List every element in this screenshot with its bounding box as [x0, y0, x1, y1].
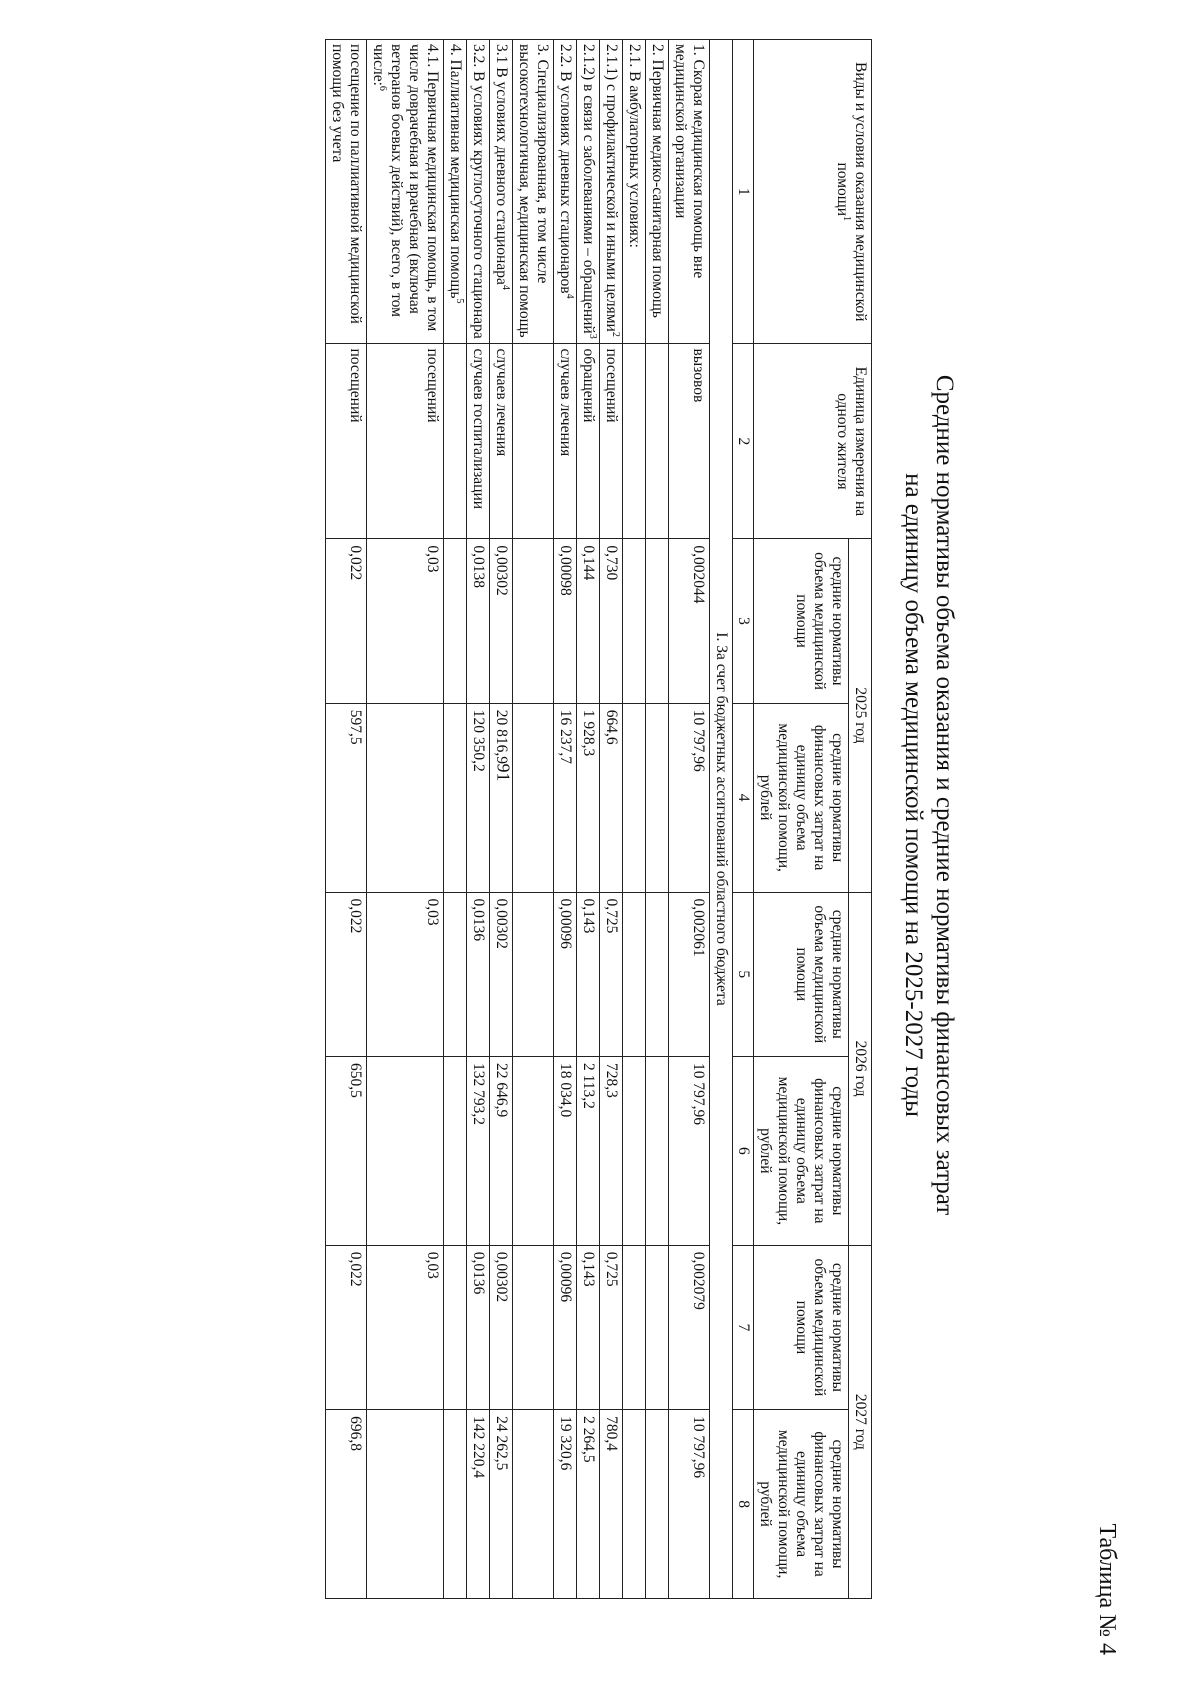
- row-name: 3.1 В условиях дневного стационара$^4$: [490, 40, 513, 344]
- header-vol-2025: средние нормативы объема медицинской помощи: [754, 539, 849, 703]
- table-row: [326, 40, 367, 1599]
- vol-2027: [513, 1245, 554, 1409]
- row-unit: [444, 344, 467, 539]
- fin-2026: [513, 1056, 554, 1245]
- vol-2026: [513, 892, 554, 1056]
- vol-2026: 0,0136: [467, 892, 490, 1056]
- fin-2026: [623, 1056, 646, 1245]
- section-row: [710, 40, 733, 1599]
- row-name: 2.1. В амбулаторных условиях:: [623, 40, 646, 344]
- fin-2026: [367, 1056, 444, 1245]
- row-unit: посещений: [600, 344, 623, 539]
- table-row: [646, 40, 669, 1599]
- row-name: 4.1. Первичная медицинская помощь, в том числе доврачебная и врачебная (включая ветеранов боевых действий), всего, в том числе:$^6$: [367, 40, 444, 344]
- fin-2027: [623, 1410, 646, 1599]
- row-name: 1. Скорая медицинская помощь вне медицинской организации: [669, 40, 710, 344]
- row-name: 2.1.2) в связи с заболеваниями – обращений$^3$: [577, 40, 600, 344]
- row-name: посещение по паллиативной медицинской помощи без учета: [326, 40, 367, 344]
- fin-2025: [367, 703, 444, 892]
- fin-2025: [444, 703, 467, 892]
- col-number: 8: [733, 1410, 754, 1599]
- page-number: 91: [493, 763, 514, 782]
- row-unit: посещений: [326, 344, 367, 539]
- vol-2025: 0,144: [577, 539, 600, 703]
- fin-2026: 2 113,2: [577, 1056, 600, 1245]
- norms-table: [325, 39, 872, 1599]
- header-fin-2025: средние нормативы финансовых затрат на единицу объема медицинской помощи, рублей: [754, 703, 849, 892]
- title-line-2: на единицу объема медицинской помощи на 2025-2027 годы: [900, 473, 927, 1117]
- header-vol-2026: средние нормативы объема медицинской помощи: [754, 892, 849, 1056]
- vol-2026: 0,725: [600, 892, 623, 1056]
- vol-2026: 0,00096: [554, 892, 577, 1056]
- vol-2026: [623, 892, 646, 1056]
- vol-2025: 0,022: [326, 539, 367, 703]
- row-unit: [646, 344, 669, 539]
- vol-2025: [513, 539, 554, 703]
- fin-2026: 10 797,96: [669, 1056, 710, 1245]
- fin-2025: [646, 703, 669, 892]
- header-unit: Единица измерения на одного жителя: [754, 344, 872, 539]
- vol-2027: 0,03: [367, 1245, 444, 1409]
- vol-2027: 0,00302: [490, 1245, 513, 1409]
- vol-2027: 0,00096: [554, 1245, 577, 1409]
- section-title: I. За счет бюджетных ассигнований областного бюджета: [710, 40, 733, 1599]
- fin-2027: [367, 1410, 444, 1599]
- row-name: 4. Паллиативная медицинская помощь$^5$: [444, 40, 467, 344]
- vol-2025: 0,730: [600, 539, 623, 703]
- col-number: 3: [733, 539, 754, 703]
- fin-2025: [623, 703, 646, 892]
- table-label: Таблица № 4: [1094, 1523, 1120, 1655]
- rotated-page: [0, 15, 1160, 1695]
- vol-2025: 0,0138: [467, 539, 490, 703]
- fin-2025: 10 797,96: [669, 703, 710, 892]
- col-number: 1: [733, 40, 754, 344]
- row-unit: вызовов: [669, 344, 710, 539]
- vol-2027: [444, 1245, 467, 1409]
- vol-2026: 0,00302: [490, 892, 513, 1056]
- vol-2026: 0,002061: [669, 892, 710, 1056]
- row-name: 3.2. В условиях круглосуточного стационара: [467, 40, 490, 344]
- vol-2026: 0,022: [326, 892, 367, 1056]
- row-unit: [513, 344, 554, 539]
- vol-2026: [444, 892, 467, 1056]
- fin-2026: 132 793,2: [467, 1056, 490, 1245]
- col-number: 4: [733, 703, 754, 892]
- vol-2025: 0,00302: [490, 539, 513, 703]
- row-unit: случаев лечения: [490, 344, 513, 539]
- fin-2027: [444, 1410, 467, 1599]
- fin-2025: 597,5: [326, 703, 367, 892]
- fin-2027: 19 320,6: [554, 1410, 577, 1599]
- row-name: 3. Специализированная, в том числе высокотехнологичная, медицинская помощь: [513, 40, 554, 344]
- table-row: [367, 40, 444, 1599]
- vol-2027: 0,022: [326, 1245, 367, 1409]
- table-row: [444, 40, 467, 1599]
- document-title: [898, 15, 960, 1575]
- row-unit: случаев лечения: [554, 344, 577, 539]
- col-number: 7: [733, 1245, 754, 1409]
- vol-2025: 0,03: [367, 539, 444, 703]
- fin-2026: [646, 1056, 669, 1245]
- header-fin-2027: средние нормативы финансовых затрат на единицу объема медицинской помощи, рублей: [754, 1410, 849, 1599]
- fin-2026: 728,3: [600, 1056, 623, 1245]
- vol-2025: 0,00098: [554, 539, 577, 703]
- row-unit: обращений: [577, 344, 600, 539]
- vol-2025: [623, 539, 646, 703]
- fin-2025: [513, 703, 554, 892]
- header-vol-2027: средние нормативы объема медицинской помощи: [754, 1245, 849, 1409]
- fin-2025: 20 816,9: [490, 703, 513, 892]
- column-number-row: [733, 40, 754, 1599]
- row-unit: посещений: [367, 344, 444, 539]
- vol-2027: 0,0136: [467, 1245, 490, 1409]
- vol-2027: 0,143: [577, 1245, 600, 1409]
- table-row: [669, 40, 710, 1599]
- table-row: [600, 40, 623, 1599]
- row-name: 2.1.1) с профилактической и иными целями$^2$: [600, 40, 623, 344]
- row-unit: случаев госпитализации: [467, 344, 490, 539]
- header-type: Виды и условия оказания медицинской помощи$^1$: [754, 40, 872, 344]
- table-row: [623, 40, 646, 1599]
- fin-2027: 10 797,96: [669, 1410, 710, 1599]
- row-name: 2.2. В условиях дневных стационаров$^4$: [554, 40, 577, 344]
- fin-2027: [513, 1410, 554, 1599]
- table-row: [513, 40, 554, 1599]
- table-row: [490, 40, 513, 1599]
- col-number: 2: [733, 344, 754, 539]
- table-row: [577, 40, 600, 1599]
- fin-2026: 22 646,9: [490, 1056, 513, 1245]
- vol-2026: [646, 892, 669, 1056]
- fin-2026: 650,5: [326, 1056, 367, 1245]
- vol-2027: 0,002079: [669, 1245, 710, 1409]
- row-name: 2. Первичная медико-санитарная помощь: [646, 40, 669, 344]
- header-year-2026: 2026 год: [849, 892, 872, 1245]
- col-number: 6: [733, 1056, 754, 1245]
- fin-2027: 24 262,5: [490, 1410, 513, 1599]
- fin-2027: 142 220,4: [467, 1410, 490, 1599]
- header-fin-2026: средние нормативы финансовых затрат на единицу объема медицинской помощи, рублей: [754, 1056, 849, 1245]
- fin-2027: [646, 1410, 669, 1599]
- vol-2027: 0,725: [600, 1245, 623, 1409]
- header-year-2025: 2025 год: [849, 539, 872, 892]
- fin-2027: 2 264,5: [577, 1410, 600, 1599]
- table-row: [554, 40, 577, 1599]
- vol-2025: [444, 539, 467, 703]
- table-row: [467, 40, 490, 1599]
- fin-2026: 18 034,0: [554, 1056, 577, 1245]
- vol-2027: [646, 1245, 669, 1409]
- vol-2025: 0,002044: [669, 539, 710, 703]
- col-number: 5: [733, 892, 754, 1056]
- fin-2027: 780,4: [600, 1410, 623, 1599]
- fin-2025: 664,6: [600, 703, 623, 892]
- fin-2025: 1 928,3: [577, 703, 600, 892]
- vol-2026: 0,03: [367, 892, 444, 1056]
- vol-2026: 0,143: [577, 892, 600, 1056]
- title-line-1: Средние нормативы объема оказания и средние нормативы финансовых затрат: [931, 374, 958, 1216]
- row-unit: [623, 344, 646, 539]
- fin-2025: 120 350,2: [467, 703, 490, 892]
- fin-2026: [444, 1056, 467, 1245]
- header-year-2027: 2027 год: [849, 1245, 872, 1598]
- vol-2027: [623, 1245, 646, 1409]
- fin-2025: 16 237,7: [554, 703, 577, 892]
- fin-2027: 696,8: [326, 1410, 367, 1599]
- vol-2025: [646, 539, 669, 703]
